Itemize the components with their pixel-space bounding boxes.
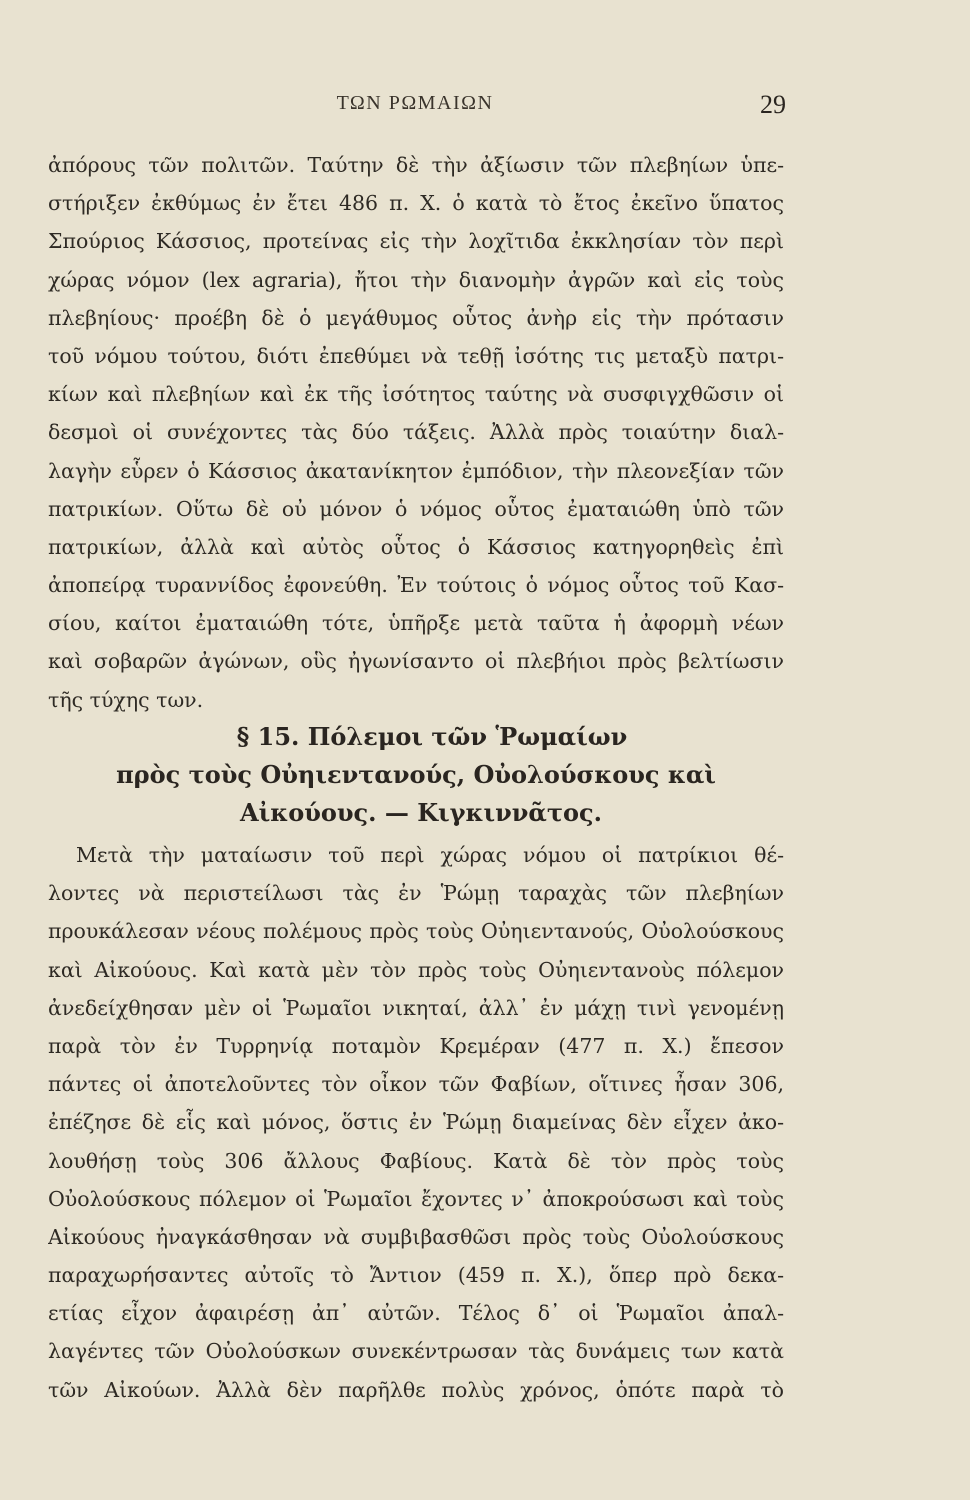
text-line: τοῦ νόμου τούτου, διότι ἐπεθύμει νὰ τεθῇ ἰσότης τις μεταξὺ πατρι- — [48, 343, 784, 368]
text-line: πάντες οἱ ἀποτελοῦντες τὸν οἶκον τῶν Φαβίων, οἵτινες ἦσαν 306, — [48, 1072, 784, 1097]
text-line: πατρικίων, ἀλλὰ καὶ αὐτὸς οὗτος ὁ Κάσσιος κατηγορηθεὶς ἐπὶ — [48, 534, 784, 559]
text-line: Οὐολούσκους πόλεμον οἱ Ῥωμαῖοι ἔχοντες ν᾽ ἀποκρούσωσι καὶ τοὺς — [48, 1186, 784, 1211]
text-line: ἐπέζησε δὲ εἷς καὶ μόνος, ὅστις ἐν Ῥώμῃ διαμείνας δὲν εἶχεν ἀκο- — [48, 1110, 784, 1135]
section-heading-line: § 15. Πόλεμοι τῶν Ῥωμαίων — [236, 722, 628, 751]
text-line: λαγὴν εὗρεν ὁ Κάσσιος ἀκατανίκητον ἐμπόδιον, τὴν πλεονεξίαν τῶν — [48, 458, 784, 483]
text-line: πατρικίων. Οὕτω δὲ οὐ μόνον ὁ νόμος οὗτος ἐματαιώθη ὑπὸ τῶν — [48, 496, 784, 521]
text-line: Σπούριος Κάσσιος, προτείνας εἰς τὴν λοχῖτιδα ἐκκλησίαν τὸν περὶ — [48, 229, 784, 254]
page-header — [0, 92, 970, 122]
paragraph-1 — [48, 146, 784, 719]
text-line: ετίας εἶχον ἀφαιρέσῃ ἀπ᾽ αὐτῶν. Τέλος δ᾽ οἱ Ῥωμαῖοι ἀπαλ- — [48, 1301, 784, 1326]
text-line: Αἰκούους ἠναγκάσθησαν νὰ συμβιβασθῶσι πρὸς τοὺς Οὐολούσκους — [48, 1224, 784, 1249]
text-line: χώρας νόμον (lex agraria), ἤτοι τὴν διανομὴν ἀγρῶν καὶ εἰς τοὺς — [48, 267, 784, 292]
text-line: προυκάλεσαν νέους πολέμους πρὸς τοὺς Οὐηιεντανούς, Οὐολούσκους — [48, 919, 784, 944]
text-line: τῆς τύχης των. — [48, 687, 204, 712]
page-number: 29 — [760, 90, 786, 119]
running-title: ΤΩΝ ΡΩΜΑΙΩΝ — [336, 92, 494, 114]
paragraph-2 — [48, 836, 784, 1409]
text-line: κίων καὶ πλεβηίων καὶ ἐκ τῆς ἰσότητος ταύτης νὰ συσφιγχθῶσιν οἱ — [48, 382, 784, 407]
text-line: στήριξεν ἐκθύμως ἐν ἔτει 486 π. Χ. ὁ κατὰ τὸ ἔτος ἐκεῖνο ὕπατος — [48, 191, 784, 216]
text-line: λαγέντες τῶν Οὐολούσκων συνεκέντρωσαν τὰς δυνάμεις των κατὰ — [48, 1339, 784, 1364]
text-line: ἀποπείρᾳ τυραννίδος ἐφονεύθη. Ἐν τούτοις ὁ νόμος οὗτος τοῦ Κασ- — [48, 573, 784, 598]
section-heading-line: Αἰκούους. — Κιγκιννᾶτος. — [239, 798, 603, 827]
text-line: παραχωρήσαντες αὐτοῖς τὸ Ἄντιον (459 π. Χ.), ὅπερ πρὸ δεκα- — [48, 1263, 784, 1288]
text-line: λουθήσῃ τοὺς 306 ἄλλους Φαβίους. Κατὰ δὲ τὸν πρὸς τοὺς — [48, 1148, 784, 1173]
text-line: δεσμοὶ οἱ συνέχοντες τὰς δύο τάξεις. Ἀλλὰ πρὸς τοιαύτην διαλ- — [48, 420, 784, 445]
text-line: Μετὰ τὴν ματαίωσιν τοῦ περὶ χώρας νόμου οἱ πατρίκιοι θέ- — [76, 843, 784, 867]
text-line: καὶ Αἰκούους. Καὶ κατὰ μὲν τὸν πρὸς τοὺς Οὐηιεντανοὺς πόλεμον — [48, 957, 784, 982]
text-line: τῶν Αἰκούων. Ἀλλὰ δὲν παρῆλθε πολὺς χρόνος, ὁπότε παρὰ τὸ — [48, 1377, 784, 1402]
section-heading — [48, 718, 784, 832]
text-line: σίου, καίτοι ἐματαιώθη τότε, ὑπῆρξε μετὰ ταῦτα ἡ ἀφορμὴ νέων — [48, 611, 784, 636]
text-line: καὶ σοβαρῶν ἀγώνων, οὓς ἠγωνίσαντο οἱ πλεβήιοι πρὸς βελτίωσιν — [48, 649, 784, 674]
text-line: ἀνεδείχθησαν μὲν οἱ Ῥωμαῖοι νικηταί, ἀλλ᾽ ἐν μάχῃ τινὶ γενομένῃ — [48, 995, 784, 1020]
text-line: λοντες νὰ περιστείλωσι τὰς ἐν Ῥώμῃ ταραχὰς τῶν πλεβηίων — [48, 881, 784, 906]
text-line: πλεβηίους· προέβη δὲ ὁ μεγάθυμος οὗτος ἀνὴρ εἰς τὴν πρότασιν — [48, 305, 784, 330]
text-line: ἀπόρους τῶν πολιτῶν. Ταύτην δὲ τὴν ἀξίωσιν τῶν πλεβηίων ὑπε- — [48, 153, 784, 177]
text-line: παρὰ τὸν ἐν Τυρρηνίᾳ ποταμὸν Κρεμέραν (477 π. Χ.) ἔπεσον — [48, 1033, 784, 1058]
section-heading-line: πρὸς τοὺς Οὐηιεντανούς, Οὐολούσκους καὶ — [116, 760, 716, 789]
